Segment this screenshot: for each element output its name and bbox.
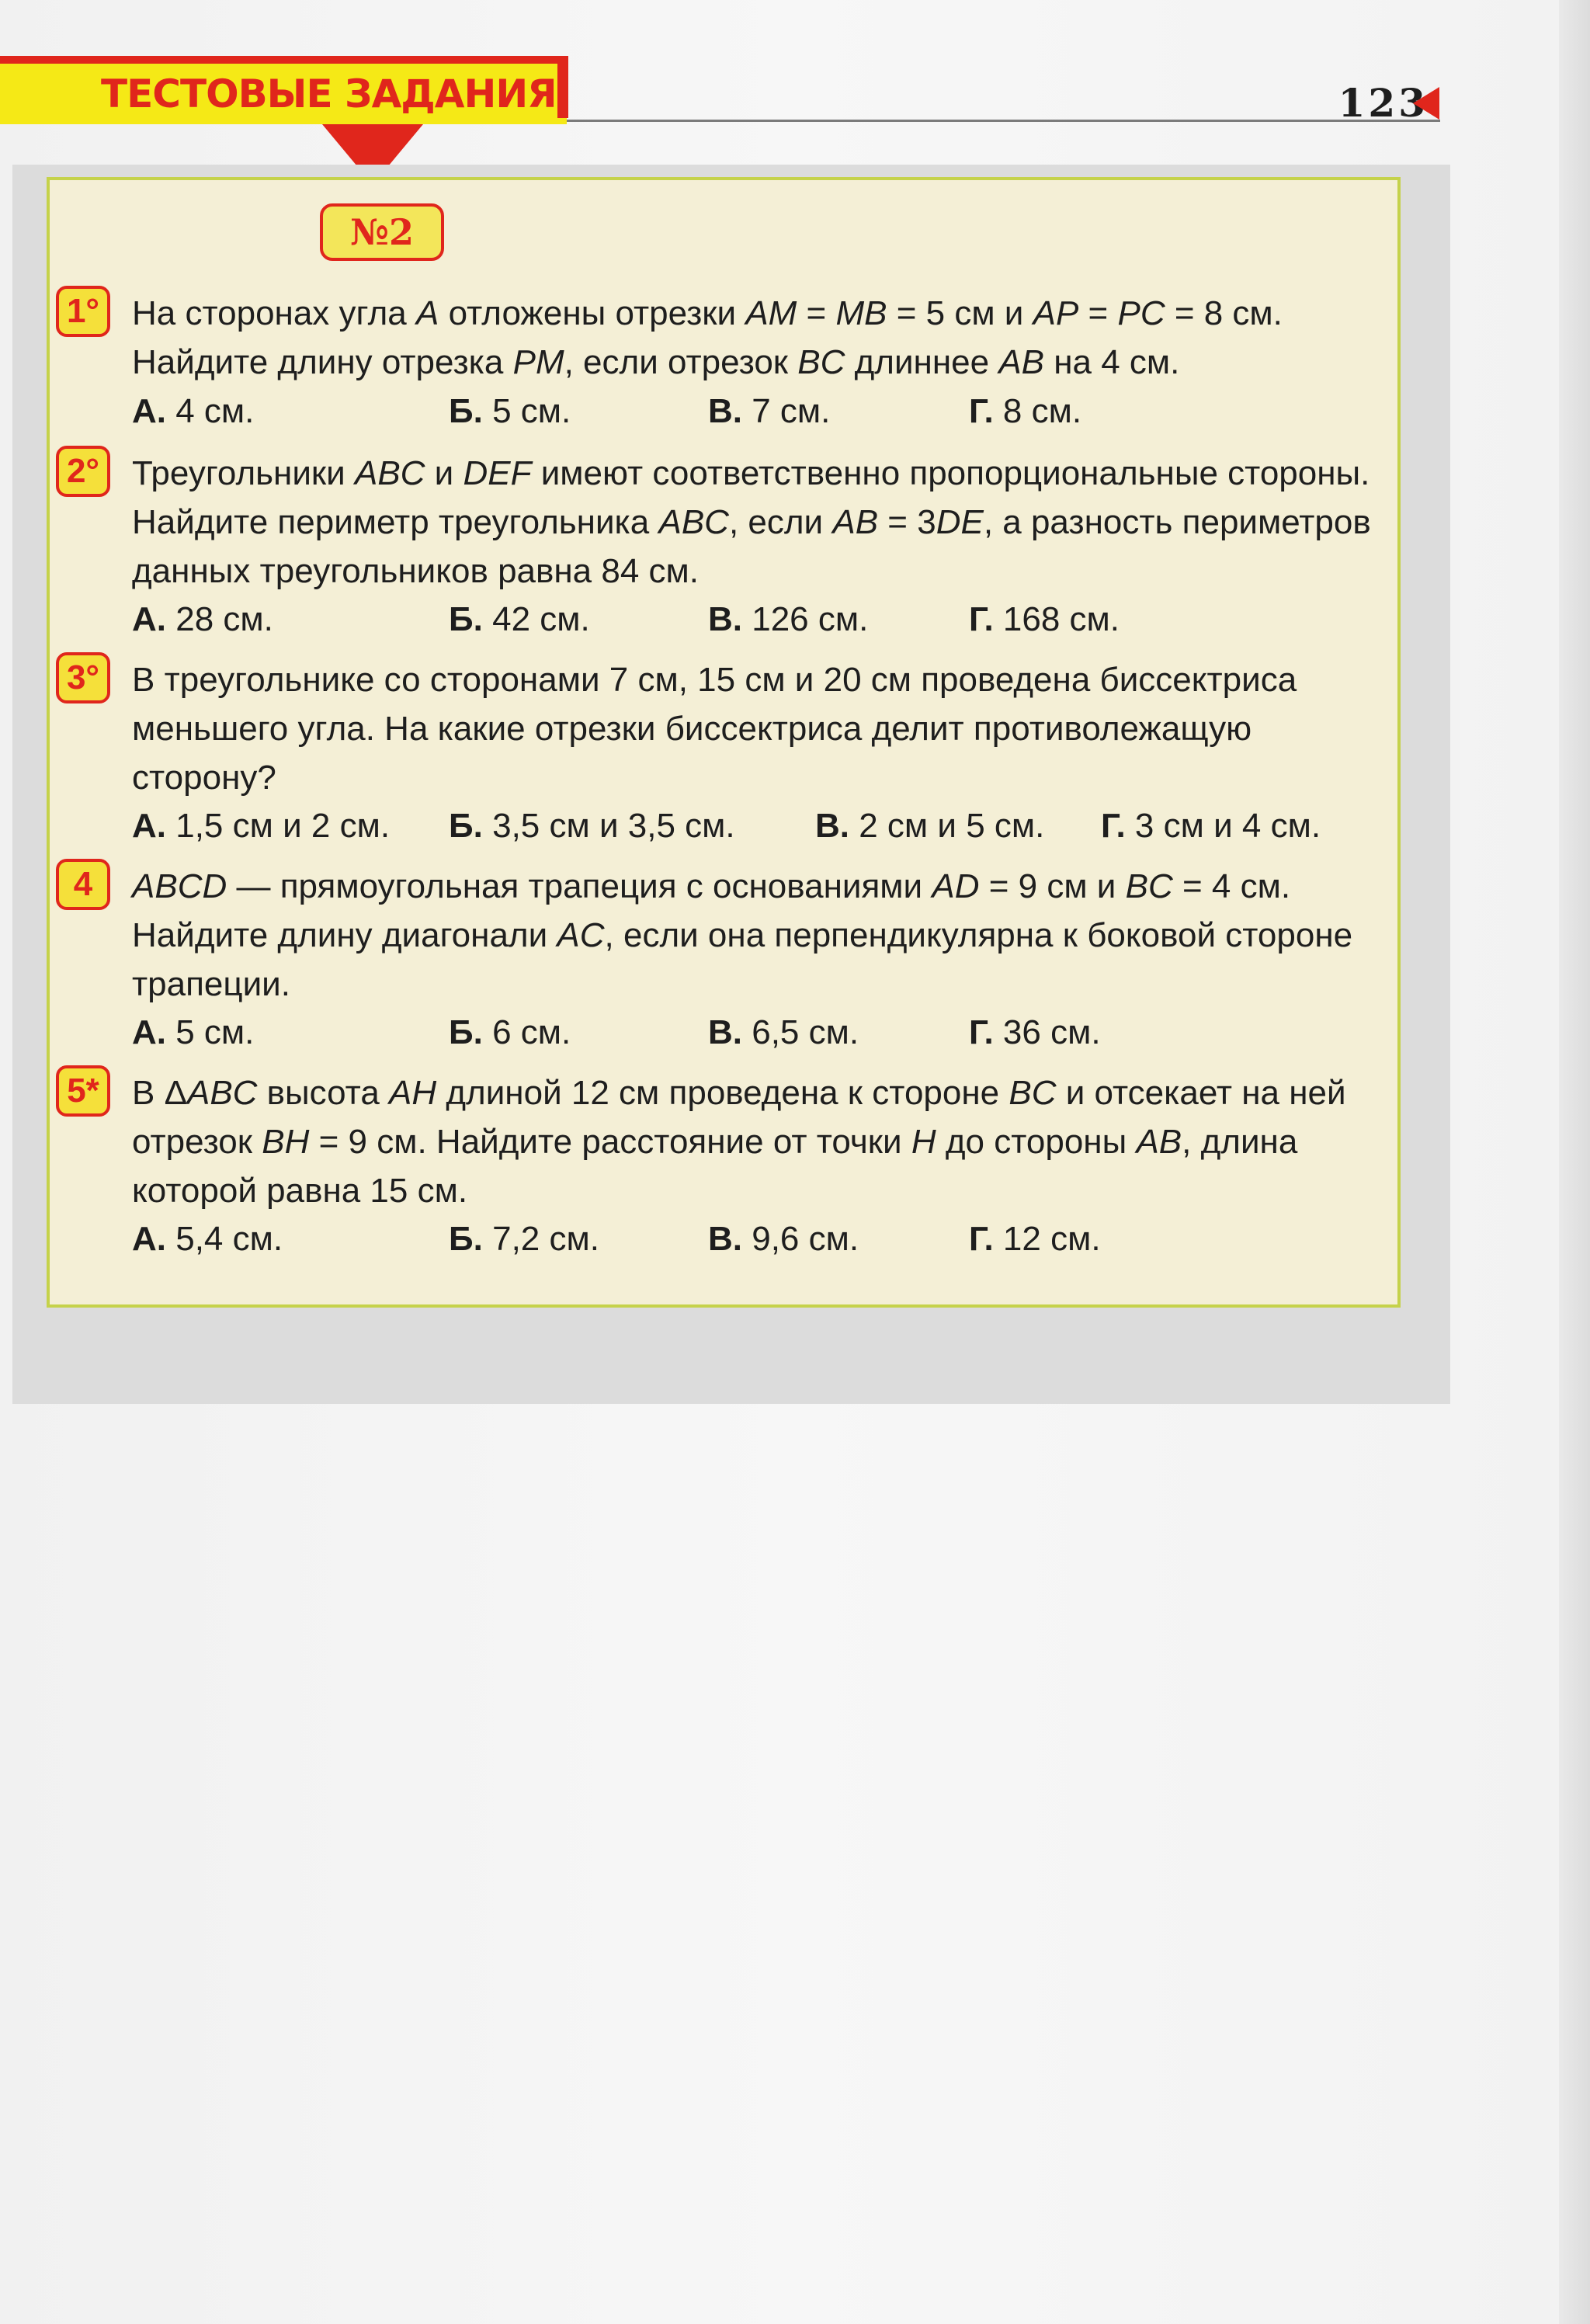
task-4-text: ABCD — прямоугольная трапеция с основаниями AD = 9 см и BC = 4 см. Найдите длину диагонали AC, если она перпендикулярна к боковой стороне трапеции. [132,867,1353,1003]
task-1-answer-a: А. 4 см. [132,392,255,430]
task-3-answer-a: А. 1,5 см и 2 см. [132,807,391,845]
task-4-number: 4 [56,859,110,910]
task-4-answer-b: Б. 6 см. [449,1013,571,1051]
task-5-answer-d: Г. 12 см. [969,1220,1101,1258]
task-2-text: Треугольники ABC и DEF имеют соответственно пропорциональные стороны. Найдите периметр треугольника ABC, если AB = 3DE, а разность периметров данных треугольников равна 84 см. [132,454,1371,590]
task-5-text: В ΔABC высота AH длиной 12 см проведена к стороне BC и отсекает на ней отрезок BH = 9 см. Найдите расстояние от точки H до стороны AB, длина которой равна 15 см. [132,1074,1346,1210]
task-5-number: 5* [56,1065,110,1117]
header-banner-edge [557,56,568,118]
task-1-answer-c: В. 7 см. [708,392,831,430]
task-1-answer-b: Б. 5 см. [449,392,571,430]
task-1-answer-d: Г. 8 см. [969,392,1082,430]
task-2-number: 2° [56,446,110,497]
task-5-answer-b: Б. 7,2 см. [449,1220,599,1258]
task-5-answer-a: А. 5,4 см. [132,1220,283,1258]
task-1-number: 1° [56,286,110,337]
variant-badge: №2 [320,203,444,261]
task-5-answer-c: В. 9,6 см. [708,1220,859,1258]
task-4-answer-a: А. 5 см. [132,1013,255,1051]
task-2-answer-b: Б. 42 см. [449,600,590,638]
task-4-answer-d: Г. 36 см. [969,1013,1101,1051]
task-2-answer-a: А. 28 см. [132,600,273,638]
page-edge [1559,0,1590,2324]
task-1-text: На сторонах угла A отложены отрезки AM = MB = 5 см и AP = PC = 8 см. Найдите длину отрезка PM, если отрезок BC длиннее AB на 4 см. [132,294,1283,381]
task-3-answer-b: Б. 3,5 см и 3,5 см. [449,807,735,845]
page-arrow-icon [1413,87,1439,120]
page-number: 123 [1338,80,1429,126]
header-rule [567,120,1440,122]
section-title: ТЕСТОВЫЕ ЗАДАНИЯ [101,71,557,116]
task-3-number: 3° [56,652,110,703]
task-2-answer-c: В. 126 см. [708,600,869,638]
task-3-answer-c: В. 2 см и 5 см. [815,807,1045,845]
task-4-answer-c: В. 6,5 см. [708,1013,859,1051]
task-3-text: В треугольнике со сторонами 7 см, 15 см и 20 см проведена биссектриса меньшего угла. На какие отрезки биссектриса делит противолежащую сторону? [132,661,1297,797]
task-2-answer-d: Г. 168 см. [969,600,1120,638]
task-3-answer-d: Г. 3 см и 4 см. [1101,807,1321,845]
